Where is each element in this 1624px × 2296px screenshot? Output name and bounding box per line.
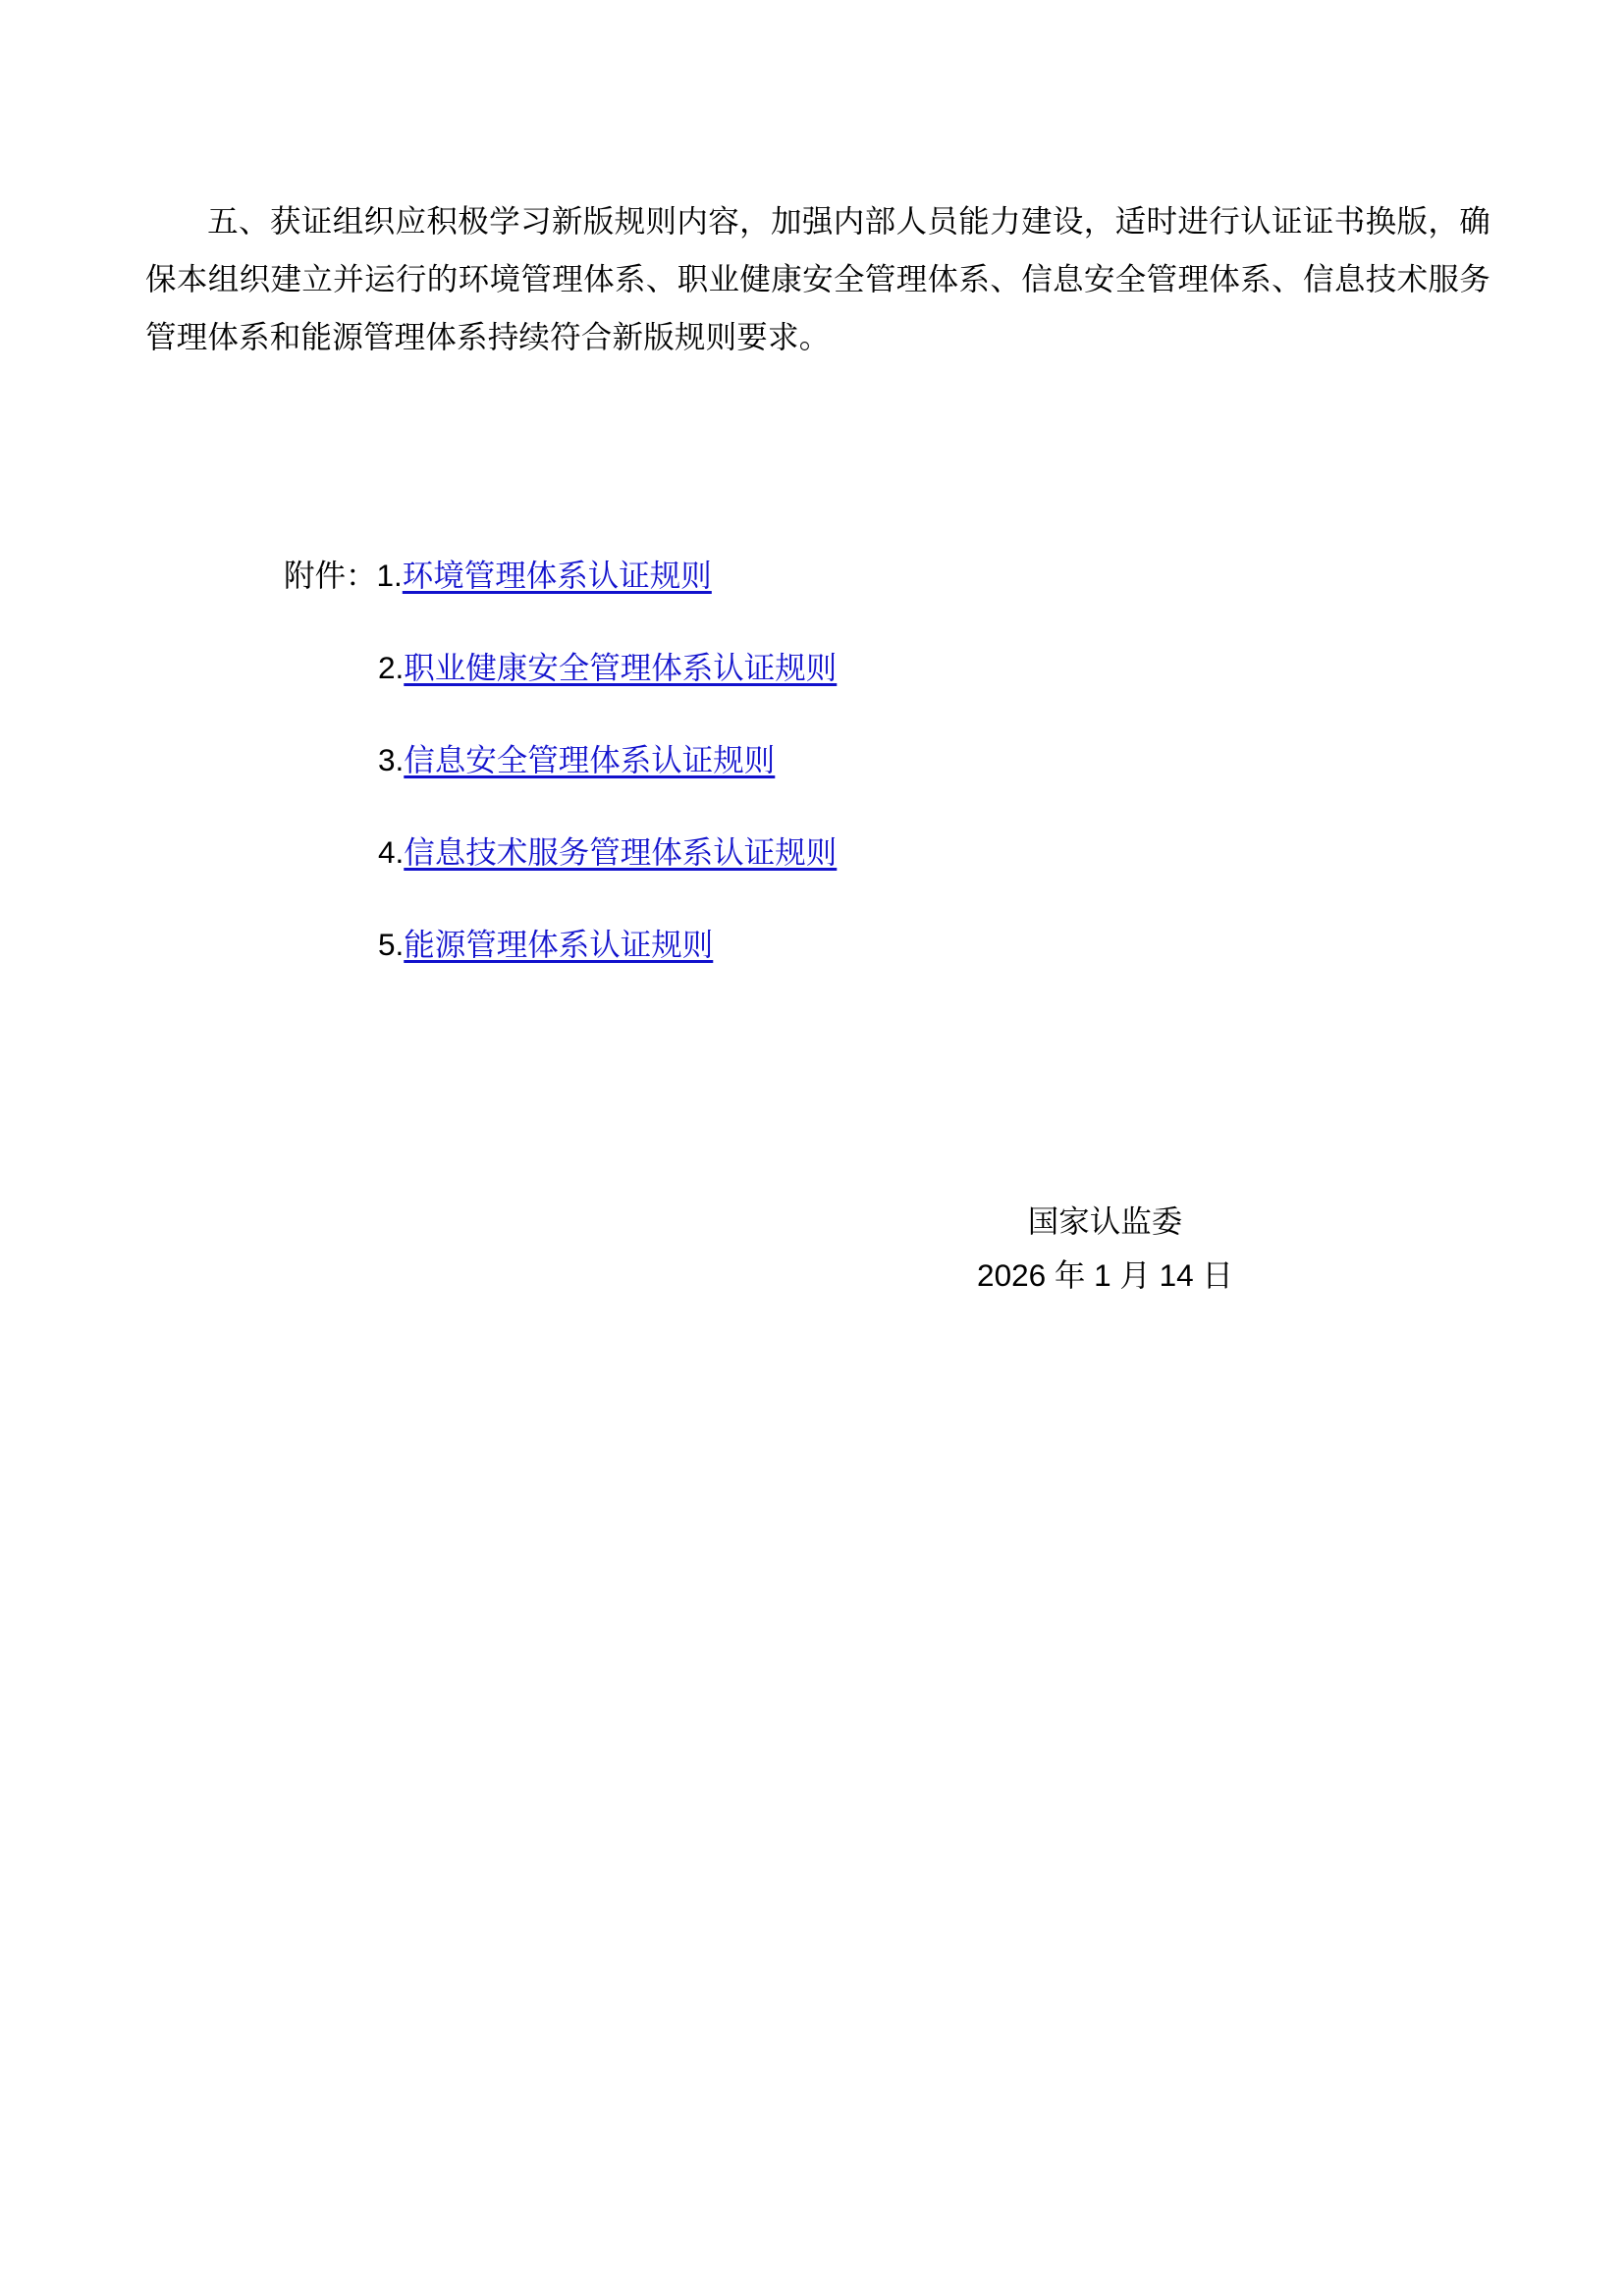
attachment-link-4[interactable]: 信息技术服务管理体系认证规则 [404,834,838,870]
paragraph-block [145,192,1490,366]
body-paragraph [145,192,1490,366]
signature-date: 2026 年 1 月 14 日 [977,1257,1233,1293]
attachment-number-3: 3. [378,742,405,777]
attachment-link-5[interactable]: 能源管理体系认证规则 [404,927,714,962]
attachment-item-4 [145,806,1490,898]
attachment-link-2[interactable]: 职业健康安全管理体系认证规则 [404,650,838,685]
attachment-number-5: 5. [378,927,405,962]
attachment-number-1: 1. [376,558,403,593]
attachment-label: 附件： [284,558,377,593]
attachment-item-5 [145,898,1490,990]
attachment-link-3[interactable]: 信息安全管理体系认证规则 [404,742,776,777]
attachment-link-1[interactable]: 环境管理体系认证规则 [402,558,712,593]
signature-issuer: 国家认监委 [1027,1203,1183,1239]
signature-block [145,1195,1490,1303]
attachment-item-3 [145,714,1490,806]
attachment-number-4: 4. [378,834,405,870]
attachment-item-1 [145,529,1490,621]
attachment-number-2: 2. [378,650,405,685]
paragraph-text: 五、获证组织应积极学习新版规则内容，加强内部人员能力建设，适时进行认证证书换版，确保本组织建立并运行的环境管理体系、职业健康安全管理体系、信息安全管理体系、信息技术服务管理体系和能源管理体系持续符合新版规则要求。 [145,203,1490,354]
document-content [145,0,1490,1303]
attachment-list [145,529,1490,990]
attachment-item-2 [145,621,1490,714]
